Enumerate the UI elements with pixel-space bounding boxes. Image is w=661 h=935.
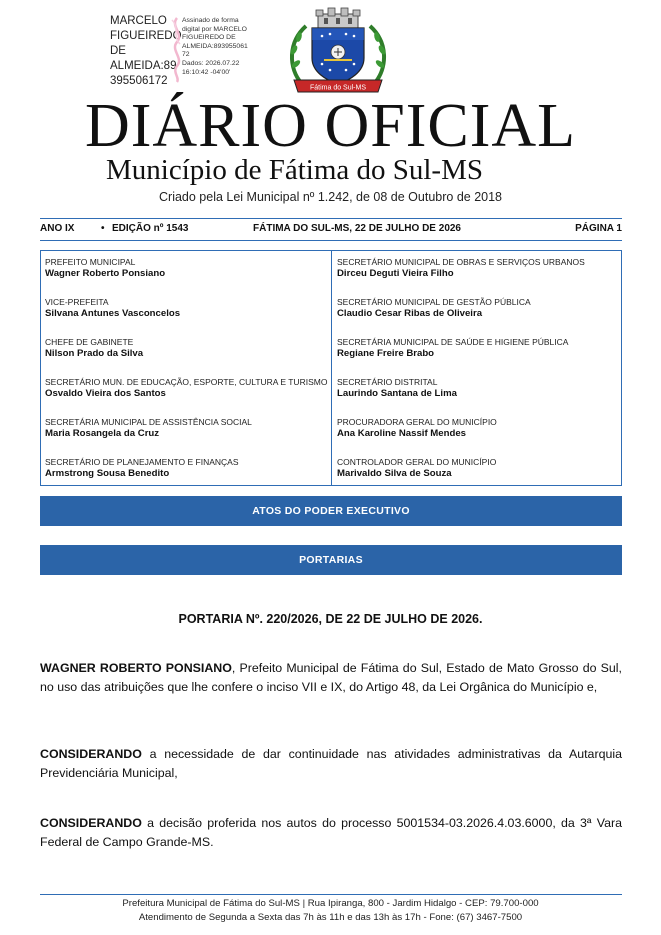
- official-role: SECRETÁRIO MUNICIPAL DE OBRAS E SERVIÇOS URBANOS: [337, 257, 585, 267]
- official-entry: [45, 297, 330, 320]
- official-name: Nilson Prado da Silva: [45, 348, 144, 359]
- municipal-coat-of-arms-icon: [272, 6, 404, 96]
- official-role: SECRETÁRIO MUN. DE EDUCAÇÃO, ESPORTE, CULTURA E TURISMO: [45, 377, 328, 387]
- official-entry: [337, 257, 622, 280]
- edition-bottom-rule: [40, 240, 622, 241]
- page-subtitle: Município de Fátima do Sul-MS: [106, 154, 483, 186]
- edition-bullet: •: [101, 223, 105, 234]
- signature-name-line: FIGUEIREDO: [110, 30, 182, 42]
- official-entry: [45, 457, 330, 480]
- portaria-paragraph-1: [40, 659, 622, 697]
- official-role: SECRETÁRIO DE PLANEJAMENTO E FINANÇAS: [45, 457, 239, 467]
- official-role: PROCURADORA GERAL DO MUNICÍPIO: [337, 417, 497, 427]
- official-name: Osvaldo Vieira dos Santos: [45, 388, 166, 399]
- official-role: SECRETÁRIO DISTRITAL: [337, 377, 438, 387]
- signature-detail-line: digital por MARCELO: [182, 25, 247, 33]
- footer-hours: Atendimento de Segunda a Sexta das 7h às 11h e das 13h às 17h - Fone: (67) 3467-7500: [138, 912, 523, 923]
- official-entry: [337, 337, 622, 360]
- official-name: Dirceu Deguti Vieira Filho: [337, 268, 454, 279]
- edition-page: PÁGINA 1: [575, 223, 622, 234]
- signature-name-line: ALMEIDA:89: [110, 60, 177, 72]
- official-role: SECRETÁRIO MUNICIPAL DE GESTÃO PÚBLICA: [337, 297, 531, 307]
- paragraph-bold-lead: WAGNER ROBERTO PONSIANO: [40, 661, 232, 675]
- official-entry: [337, 417, 622, 440]
- official-entry: [45, 257, 330, 280]
- officials-divider: [331, 251, 332, 485]
- edition-place-date: FÁTIMA DO SUL-MS, 22 DE JULHO DE 2026: [253, 223, 461, 234]
- signature-name-line: MARCELO: [110, 15, 167, 27]
- official-role: SECRETÁRIA MUNICIPAL DE SAÚDE E HIGIENE PÚBLICA: [337, 337, 569, 347]
- official-name: Silvana Antunes Vasconcelos: [45, 308, 181, 319]
- crest-banner-text: Fátima do Sul-MS: [309, 84, 367, 92]
- creation-law-note: Criado pela Lei Municipal nº 1.242, de 08 de Outubro de 2018: [159, 190, 502, 204]
- paragraph-bold-lead: CONSIDERANDO: [40, 816, 142, 830]
- signature-detail-line: 72: [182, 51, 190, 59]
- official-name: Ana Karoline Nassif Mendes: [337, 428, 467, 439]
- official-entry: [45, 377, 330, 400]
- official-entry: [45, 417, 330, 440]
- official-role: CHEFE DE GABINETE: [45, 337, 134, 347]
- official-entry: [337, 377, 622, 400]
- official-entry: [337, 297, 622, 320]
- page-title: DIÁRIO OFICIAL: [84, 92, 577, 160]
- official-role: PREFEITO MUNICIPAL: [45, 257, 136, 267]
- official-role: SECRETÁRIA MUNICIPAL DE ASSISTÊNCIA SOCIAL: [45, 417, 252, 427]
- signature-name-line: DE: [110, 45, 126, 57]
- portaria-paragraph-2: [40, 745, 622, 783]
- official-name: Laurindo Santana de Lima: [337, 388, 457, 399]
- paragraph-text: a necessidade de dar continuidade nas atividades administrativas da Autarquia Previdenciária Municipal,: [40, 747, 622, 780]
- paragraph-text: a decisão proferida nos autos do processo 5001534-03.2026.4.03.6000, da 3ª Vara Federal de Campo Grande-MS.: [40, 816, 622, 849]
- footer-address: Prefeitura Municipal de Fátima do Sul-MS | Rua Ipiranga, 800 - Jardim Hidalgo - CEP: 79.700-000: [122, 898, 539, 909]
- portaria-paragraph-3: [40, 814, 622, 852]
- footer-rule: [40, 894, 622, 895]
- signature-detail-line: Assinado de forma: [182, 17, 239, 24]
- edition-year: ANO IX: [40, 223, 75, 234]
- signature-details: [182, 17, 262, 77]
- official-name: Wagner Roberto Ponsiano: [45, 268, 166, 279]
- officials-table: [40, 250, 622, 486]
- portaria-title: PORTARIA Nº. 220/2026, DE 22 DE JULHO DE 2026.: [178, 612, 483, 626]
- signature-detail-line: 16:10:42 -04'00': [182, 68, 231, 76]
- edition-top-rule: [40, 218, 622, 219]
- signature-detail-line: Dados: 2026.07.22: [182, 59, 240, 67]
- official-name: Maria Rosangela da Cruz: [45, 428, 160, 439]
- official-name: Regiane Freire Brabo: [337, 348, 435, 359]
- official-name: Claudio Cesar Ribas de Oliveira: [337, 308, 483, 319]
- signature-name-line: 395506172: [110, 75, 168, 87]
- official-name: Armstrong Sousa Benedito: [45, 468, 170, 479]
- official-entry: [337, 457, 622, 480]
- official-role: VICE-PREFEITA: [45, 297, 109, 307]
- section-band-portarias: PORTARIAS: [40, 545, 622, 575]
- paragraph-bold-lead: CONSIDERANDO: [40, 747, 142, 761]
- signature-detail-line: ALMEIDA:893955061: [182, 42, 248, 50]
- official-name: Marivaldo Silva de Souza: [337, 468, 452, 479]
- official-entry: [45, 337, 330, 360]
- paragraph-text: , Prefeito Municipal de Fátima do Sul, Estado de Mato Grosso do Sul, no uso das atribuições que lhe confere o inciso VII e IX, do Artigo 48, da Lei Orgânica do Município e,: [40, 661, 622, 694]
- section-band-executive: ATOS DO PODER EXECUTIVO: [40, 496, 622, 526]
- official-role: CONTROLADOR GERAL DO MUNICÍPIO: [337, 457, 497, 467]
- signature-detail-line: FIGUEIREDO DE: [182, 34, 236, 42]
- edition-number: EDIÇÃO nº 1543: [112, 223, 189, 234]
